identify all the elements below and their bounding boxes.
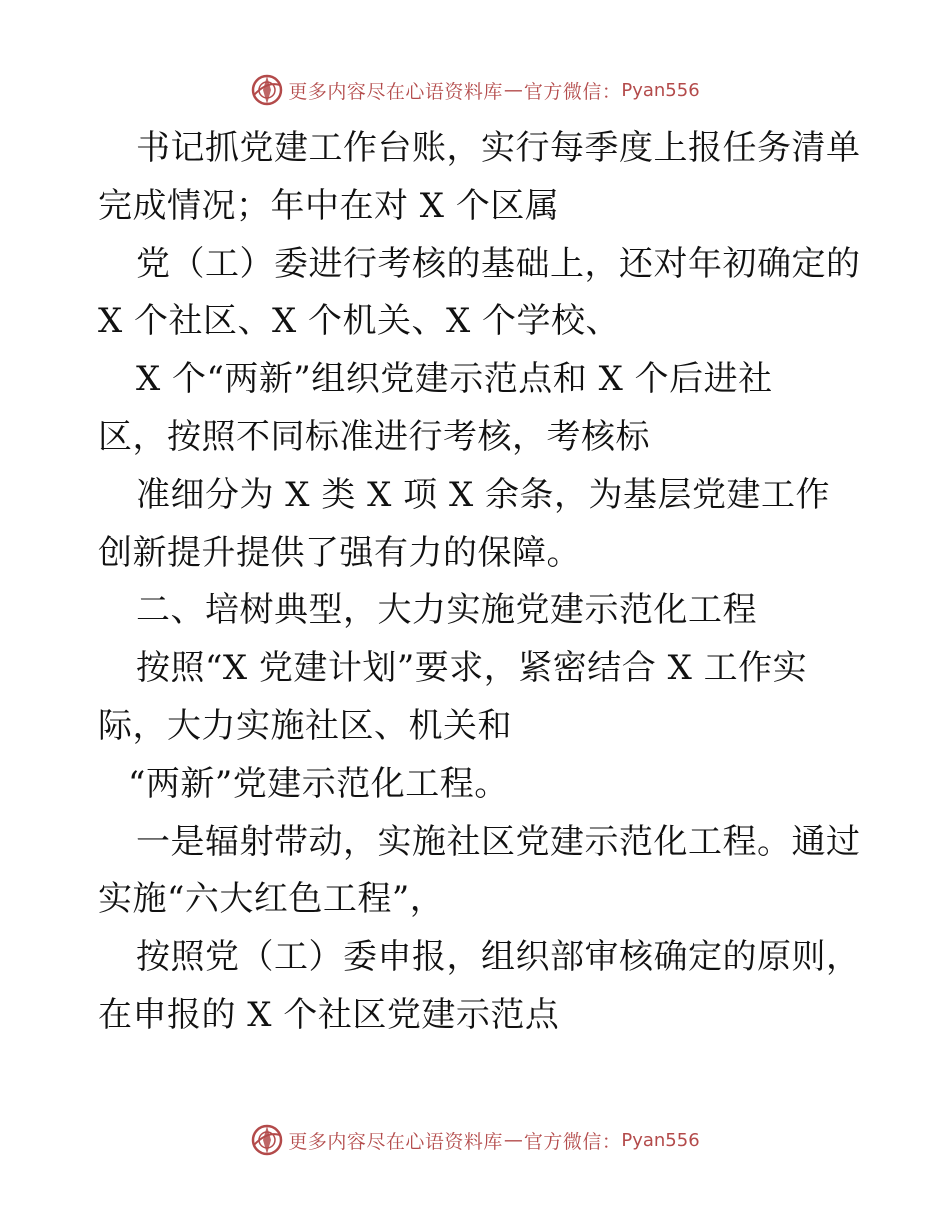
text-line: “两新”党建示范化工程。 xyxy=(128,763,509,804)
text-line: X 个“两新”组织党建示范点和 X 个后进社 xyxy=(136,359,773,400)
watermark-separator: — xyxy=(503,79,523,101)
text-line: 一是辐射带动，实施社区党建示范化工程。通过 xyxy=(136,821,861,862)
footer-watermark xyxy=(0,1120,950,1160)
text-line: 准细分为 X 类 X 项 X 余条，为基层党建工作 xyxy=(136,474,830,515)
pen-nib-logo-icon xyxy=(250,1123,284,1157)
text-line: 实施“六大红色工程”， xyxy=(98,879,445,920)
text-line: 创新提升提供了强有力的保障。 xyxy=(98,532,581,573)
text-line: 际，大力实施社区、机关和 xyxy=(98,705,512,746)
text-line: X 个社区、X 个机关、X 个学校、 xyxy=(98,301,621,342)
watermark-wechat-label: 官方微信： xyxy=(523,1130,622,1153)
watermark-separator: — xyxy=(503,1129,523,1151)
watermark-brand-text: 更多内容尽在心语资料库 xyxy=(288,80,503,103)
text-line: 按照党（工）委申报，组织部审核确定的原则， xyxy=(136,937,861,978)
watermark-wechat-id: Pyan556 xyxy=(621,79,700,101)
text-line: 完成情况；年中在对 X 个区属 xyxy=(98,185,560,226)
header-watermark xyxy=(0,70,950,110)
text-line: 在申报的 X 个社区党建示范点 xyxy=(98,994,560,1035)
pen-nib-logo-icon xyxy=(250,73,284,107)
text-line: 书记抓党建工作台账，实行每季度上报任务清单 xyxy=(136,128,861,168)
text-line: 党（工）委进行考核的基础上，还对年初确定的 xyxy=(136,243,861,284)
watermark-brand-text: 更多内容尽在心语资料库 xyxy=(288,1130,503,1153)
text-line: 按照“X 党建计划”要求，紧密结合 X 工作实 xyxy=(136,648,808,689)
text-line: 区，按照不同标准进行考核，考核标 xyxy=(98,416,650,457)
text-line: 二、培树典型，大力实施党建示范化工程 xyxy=(136,590,757,631)
watermark-wechat-label: 官方微信： xyxy=(523,80,622,103)
document-body xyxy=(98,120,868,1045)
watermark-wechat-id: Pyan556 xyxy=(621,1129,700,1151)
